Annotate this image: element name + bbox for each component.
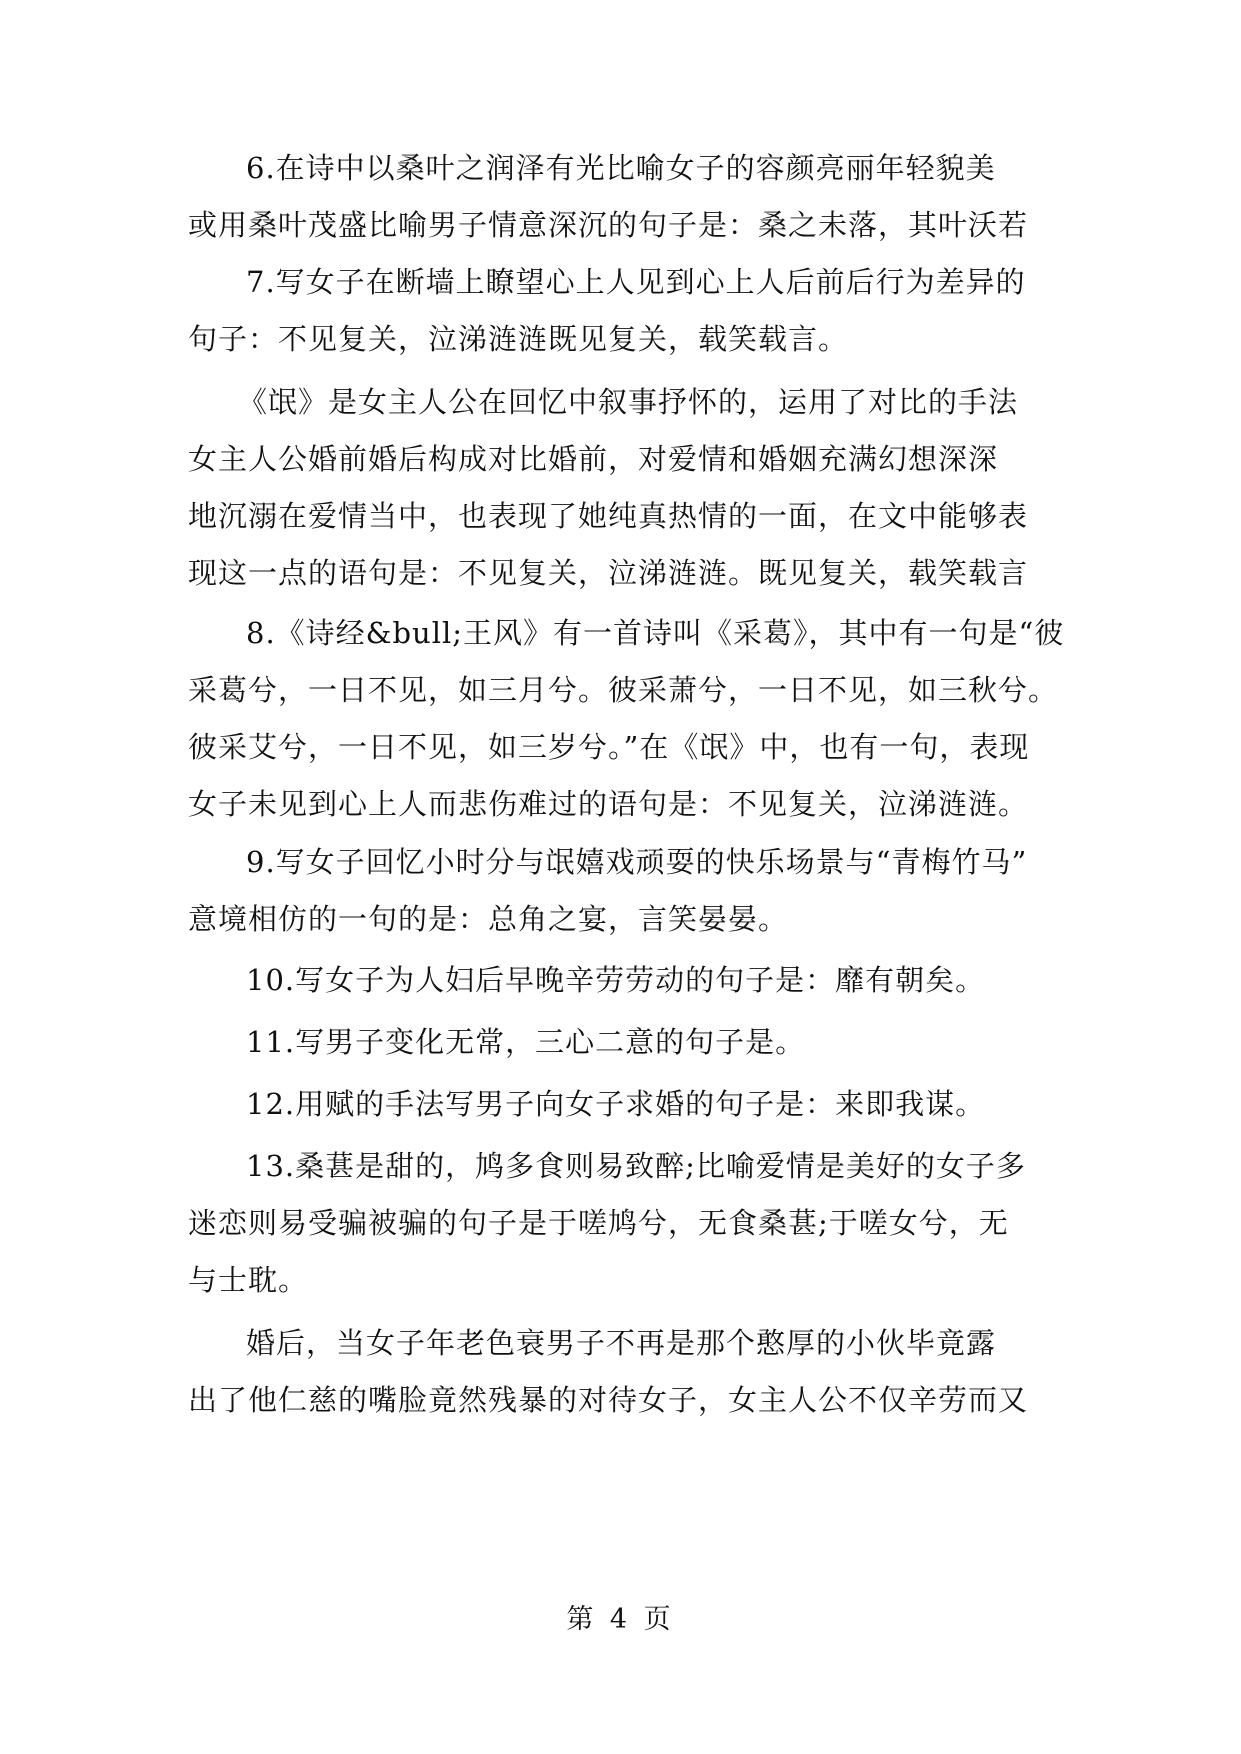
text-line: 婚后，当女子年老色衰男子不再是那个憨厚的小伙毕竟露 xyxy=(246,1326,997,1360)
text-line: 彼采艾兮，一日不见，如三岁兮。”在《氓》中，也有一句，表现 xyxy=(188,730,1030,764)
text-line: 11.写男子变化无常，三心二意的句子是。 xyxy=(246,1025,806,1059)
text-line: 采葛兮，一日不见，如三月兮。彼采萧兮，一日不见，如三秋兮。 xyxy=(188,673,1059,707)
text-line: 12.用赋的手法写男子向女子求婚的句子是：来即我谋。 xyxy=(246,1087,986,1121)
text-line: 迷恋则易受骗被骗的句子是于嗟鸠兮，无食桑葚;于嗟女兮，无 xyxy=(188,1206,1009,1240)
text-line: 女主人公婚前婚后构成对比婚前，对爱情和婚姻充满幻想深深 xyxy=(188,442,999,476)
text-line: 6.在诗中以桑叶之润泽有光比喻女子的容颜亮丽年轻貌美 xyxy=(246,151,996,185)
text-line: 地沉溺在爱情当中，也表现了她纯真热情的一面，在文中能够表 xyxy=(188,499,1029,533)
text-line: 13.桑葚是甜的，鸠多食则易致醉;比喻爱情是美好的女子多 xyxy=(246,1149,1026,1183)
text-line: 女子未见到心上人而悲伤难过的语句是：不见复关，泣涕涟涟。 xyxy=(188,787,1029,821)
text-line: 《氓》是女主人公在回忆中叙事抒怀的，运用了对比的手法 xyxy=(238,385,1019,419)
page-number: 第 4 页 xyxy=(566,1604,675,1635)
text-line: 7.写女子在断墙上瞭望心上人见到心上人后前后行为差异的 xyxy=(246,265,1026,299)
text-line: 或用桑叶茂盛比喻男子情意深沉的句子是：桑之未落，其叶沃若 xyxy=(188,208,1029,242)
text-line: 句子：不见复关，泣涕涟涟既见复关，载笑载言。 xyxy=(188,322,849,356)
text-line: 意境相仿的一句的是：总角之宴，言笑晏晏。 xyxy=(188,902,789,936)
text-line: 现这一点的语句是：不见复关，泣涕涟涟。既见复关，载笑载言 xyxy=(188,556,1029,590)
text-line: 9.写女子回忆小时分与氓嬉戏顽耍的快乐场景与“青梅竹马” xyxy=(246,845,1028,879)
text-line: 8.《诗经&bull;王风》有一首诗叫《采葛》，其中有一句是“彼 xyxy=(246,616,1065,650)
text-line: 10.写女子为人妇后早晚辛劳劳动的句子是：靡有朝矣。 xyxy=(246,963,986,997)
text-line: 与士耽。 xyxy=(188,1263,309,1297)
text-line: 出了他仁慈的嘴脸竟然残暴的对待女子，女主人公不仅辛劳而又 xyxy=(188,1383,1029,1417)
